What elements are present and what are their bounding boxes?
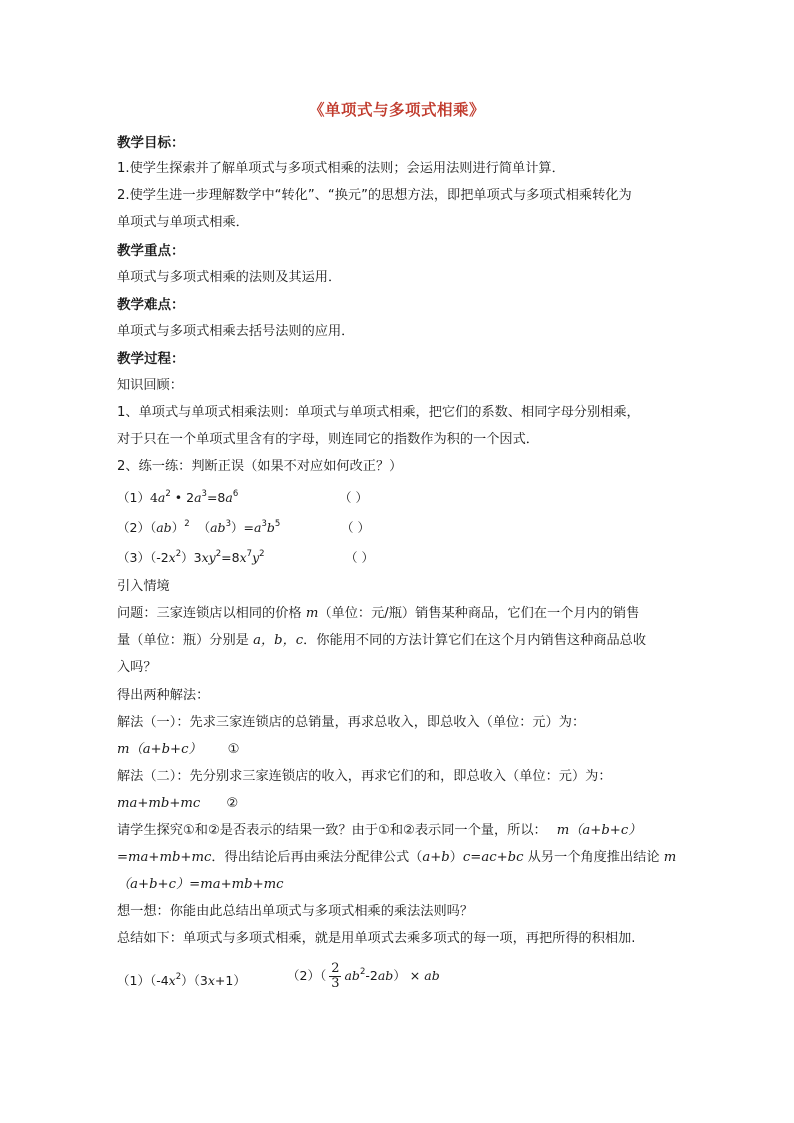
key-points-heading: 教学重点： xyxy=(117,243,185,259)
method-2: 解法（二）：先分别求三家连锁店的收入，再求它们的和，即总收入（单位：元）为： xyxy=(117,769,612,784)
goal-item-2-line-1: 2.使学生进一步理解数学中“转化”、“换元”的思想方法，即把单项式与多项式相乘转化为 xyxy=(117,188,632,203)
explore-line-1: 请学生探究①和②是否表示的结果一致？由于①和②表示同一个量，所以： m（a+b+c） xyxy=(117,823,642,838)
difficulties-heading: 教学难点： xyxy=(117,297,185,313)
think-question: 想一想：你能由此总结出单项式与多项式相乘的乘法法则吗？ xyxy=(117,904,474,919)
review-label: 知识回顾： xyxy=(117,378,183,393)
answer-blank[interactable]: （ ） xyxy=(345,550,374,565)
problem-line-2: 量（单位：瓶）分别是 a，b，c．你能用不同的方法计算它们在这个月内销售这种商品总收 xyxy=(117,633,647,648)
difficulties-text: 单项式与多项式相乘去括号法则的应用． xyxy=(117,324,355,339)
exercise-2: （2）（ab）$^2$ $(ab^3)=a^3b^5$ （ ） xyxy=(117,519,370,535)
goal-item-2-line-2: 单项式与单项式相乘． xyxy=(117,215,249,230)
review-1-line-1: 1、单项式与单项式相乘法则：单项式与单项式相乘，把它们的系数、相同字母分别相乘， xyxy=(117,405,640,420)
fraction-two-thirds: $\frac{2}{3}$ xyxy=(331,961,340,991)
intro-label: 引入情境 xyxy=(117,579,170,594)
exercise-1: $(1)4a^2$ • $2a^3=8a^6$ （ ） xyxy=(117,489,368,505)
method-2-formula: ma+mb+mc ② xyxy=(117,796,239,811)
practice-1: $(1)(-4x^2)(3x+1)$ xyxy=(117,972,246,988)
review-1-line-2: 对于只在一个单项式里含有的字母，则连同它的指数作为积的一个因式． xyxy=(117,432,539,447)
exercise-3: $(3)(-2x^2)3xy^2=8x^7y^2$ （ ） xyxy=(117,549,374,565)
practice-problems xyxy=(117,961,687,994)
document-title: 《单项式与多项式相乘》 xyxy=(308,101,485,119)
method-1: 解法（一）：先求三家连锁店的总销量，再求总收入，即总收入（单位：元）为： xyxy=(117,715,586,730)
practice-2: （2）（ $\frac{2}{3}$ $ab^2-2ab$） × ab xyxy=(287,961,440,991)
summary-rule: 总结如下：单项式与多项式相乘，就是用单项式去乘多项式的每一项，再把所得的积相加. xyxy=(117,931,636,946)
goal-item-1: 1.使学生探索并了解单项式与多项式相乘的法则；会运用法则进行简单计算． xyxy=(117,161,565,176)
answer-blank[interactable]: （ ） xyxy=(341,520,370,535)
problem-line-1: 问题：三家连锁店以相同的价格 m（单位：元/瓶）销售某种商品，它们在一个月内的销售 xyxy=(117,606,640,621)
explore-line-3: （a+b+c）=ma+mb+mc xyxy=(117,877,284,892)
process-heading: 教学过程： xyxy=(117,351,185,367)
goals-heading: 教学目标： xyxy=(117,135,185,151)
key-points-text: 单项式与多项式相乘的法则及其运用． xyxy=(117,270,342,285)
problem-line-3: 入吗？ xyxy=(117,660,157,675)
method-1-formula: m（a+b+c） ① xyxy=(117,742,240,757)
answer-blank[interactable]: （ ） xyxy=(339,490,368,505)
explore-line-2: =ma+mb+mc．得出结论后再由乘法分配律公式（a+b）c=ac+bc 从另一个角度推出结论 m xyxy=(117,850,677,865)
review-2: 2、练一练：判断正误（如果不对应如何改正？） xyxy=(117,459,403,474)
two-methods-label: 得出两种解法： xyxy=(117,688,210,703)
